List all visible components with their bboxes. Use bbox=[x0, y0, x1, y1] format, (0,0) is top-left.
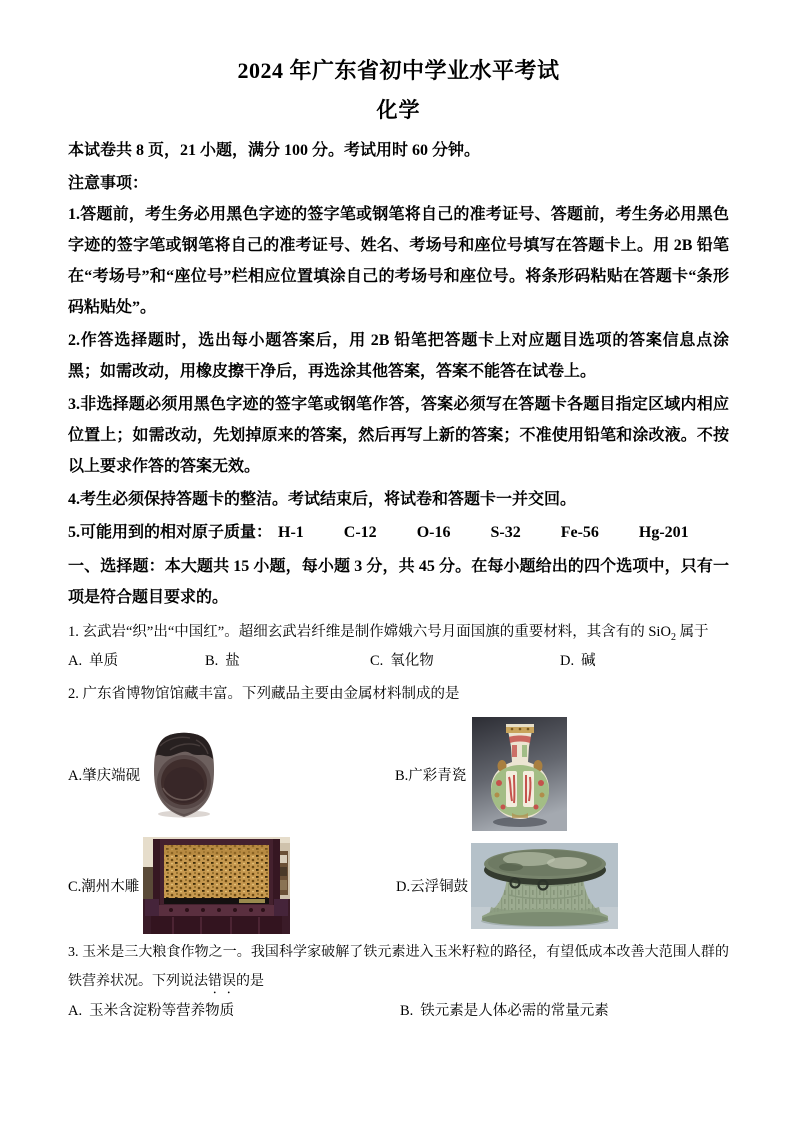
question-2-options-row-2 bbox=[68, 837, 729, 934]
option-letter: C. bbox=[370, 653, 384, 669]
atomic-mass-line bbox=[68, 517, 729, 548]
option-text: 盐 bbox=[225, 653, 240, 669]
atomic-mass-item: Hg-201 bbox=[638, 524, 689, 541]
option-letter: D. bbox=[396, 879, 411, 895]
exam-info-line: 本试卷共 8 页，21 小题，满分 100 分。考试用时 60 分钟。 bbox=[68, 142, 481, 159]
question-2-options-row-1 bbox=[68, 711, 729, 837]
question-1-stem-text: 1. 玄武岩“织”出“中国红”。超细玄武岩纤维是制作嫦娥六号月面国旗的重要材料，其含有的 SiO bbox=[68, 624, 671, 640]
option-text: 玉米含淀粉等营养物质 bbox=[89, 1003, 235, 1019]
question-2-stem: 2. 广东省博物馆馆藏丰富。下列藏品主要由金属材料制成的是 bbox=[68, 686, 460, 702]
option-text: 碱 bbox=[581, 653, 596, 669]
canton-porcelain-vase-photo bbox=[472, 717, 567, 831]
option-a bbox=[68, 647, 205, 676]
option-b bbox=[400, 997, 609, 1026]
option-text: 云浮铜鼓 bbox=[410, 879, 469, 895]
atomic-mass-item: S-32 bbox=[490, 524, 521, 541]
option-letter: B. bbox=[205, 653, 219, 669]
question-3-stem-end: 的是 bbox=[236, 974, 264, 989]
question-3 bbox=[68, 938, 729, 1026]
notice-item-4: 4.考生必须保持答题卡的整洁。考试结束后，将试卷和答题卡一并交回。 bbox=[68, 491, 577, 508]
subject-title: 化学 bbox=[376, 98, 421, 122]
atomic-mass-item: C-12 bbox=[343, 524, 377, 541]
question-1-options bbox=[68, 647, 729, 676]
option-letter: C. bbox=[68, 879, 82, 895]
question-1-stem-end: 属于 bbox=[675, 624, 709, 640]
question-3-stem bbox=[68, 938, 729, 997]
option-text: 单质 bbox=[89, 653, 119, 669]
duan-inkstone-photo bbox=[150, 730, 218, 819]
question-3-options bbox=[68, 997, 729, 1026]
option-c bbox=[370, 647, 560, 676]
option-text: 铁元素是人体必需的常量元素 bbox=[420, 1003, 609, 1019]
option-text: 广彩青瓷 bbox=[408, 767, 467, 784]
yunfu-bronze-drum-photo bbox=[471, 843, 618, 929]
emphasized-word: 错误 bbox=[208, 974, 236, 989]
option-a bbox=[68, 764, 150, 785]
option-letter: A. bbox=[68, 767, 83, 784]
chemical-subscript: 2 bbox=[670, 631, 676, 643]
question-1-stem bbox=[68, 618, 729, 647]
notice-item-1: 1.答题前，考生务必用黑色字迹的签字笔或钢笔将自己的准考证号、答题前，考生务必用黑色字迹的签字笔或钢笔将自己的准考证号、姓名、考场号和座位号填写在答题卡上。用 2B 铅笔在“考场号”和“座位号”栏相应位置填涂自己的考场号和座位号。将条形码粘贴在答题卡“条形码粘贴处”。 bbox=[68, 206, 729, 316]
option-letter: B. bbox=[400, 1003, 414, 1019]
question-1 bbox=[68, 618, 729, 676]
notice-heading: 注意事项： bbox=[68, 175, 149, 192]
option-text: 肇庆端砚 bbox=[82, 767, 141, 784]
option-letter: B. bbox=[395, 767, 409, 784]
option-letter: D. bbox=[560, 653, 575, 669]
option-a bbox=[68, 997, 400, 1026]
notice-item-3: 3.非选择题必须用黑色字迹的签字笔或钢笔作答，答案必须写在答题卡各题目指定区域内相应位置上；如需改动，先划掉原来的答案，然后再写上新的答案；不准使用铅笔和涂改液。不按以上要求作答的答案无效。 bbox=[68, 396, 729, 475]
chaozhou-wood-carving-photo bbox=[143, 837, 290, 934]
atomic-mass-item: H-1 bbox=[278, 524, 304, 541]
option-text: 氧化物 bbox=[390, 653, 434, 669]
option-c bbox=[68, 875, 143, 896]
option-d bbox=[560, 647, 596, 676]
option-b bbox=[395, 764, 472, 785]
atomic-mass-item: O-16 bbox=[416, 524, 451, 541]
option-letter: A. bbox=[68, 653, 83, 669]
section-1-heading: 一、选择题：本大题共 15 小题，每小题 3 分，共 45 分。在每小题给出的四个选项中，只有一项是符合题目要求的。 bbox=[68, 558, 729, 606]
question-3-stem-text: 3. 玉米是三大粮食作物之一。我国科学家破解了铁元素进入玉米籽粒的路径，有望低成本改善大范围人群的铁营养状况。下列说法 bbox=[68, 945, 729, 989]
option-d bbox=[396, 875, 471, 896]
atomic-mass-label: 5.可能用到的相对原子质量： bbox=[68, 524, 273, 541]
notice-item-2: 2.作答选择题时，选出每小题答案后，用 2B 铅笔把答题卡上对应题目选项的答案信息点涂黑；如需改动，用橡皮擦干净后，再选涂其他答案，答案不能答在试卷上。 bbox=[68, 332, 729, 380]
option-text: 潮州木雕 bbox=[81, 879, 140, 895]
option-letter: A. bbox=[68, 1003, 83, 1019]
page-title: 2024 年广东省初中学业水平考试 bbox=[237, 58, 560, 83]
option-b bbox=[205, 647, 370, 676]
question-2 bbox=[68, 680, 729, 934]
atomic-mass-item: Fe-56 bbox=[560, 524, 599, 541]
